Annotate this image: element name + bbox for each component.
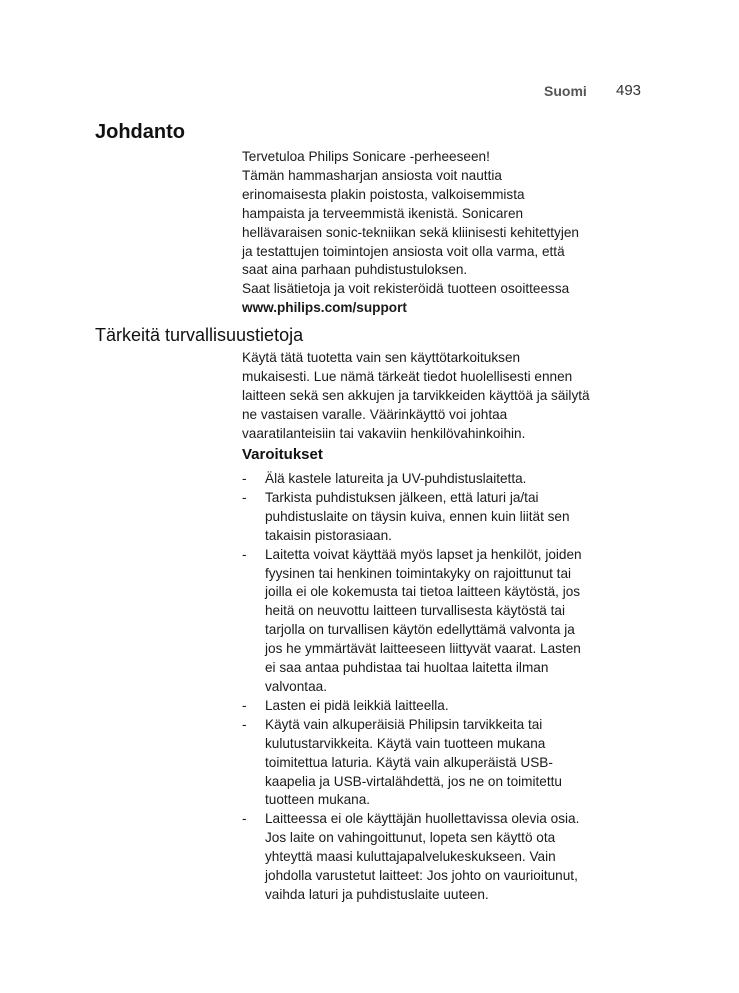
intro-line: saat aina parhaan puhdistustuloksen.: [242, 262, 468, 278]
header-language: Suomi: [544, 83, 587, 99]
intro-line: ja testattujen toimintojen ansiosta voit olla varma, että: [242, 243, 565, 259]
warning-item: [242, 546, 652, 697]
warning-line: Käytä vain alkuperäisiä Philipsin tarvikkeita tai: [265, 716, 543, 732]
warning-line: Jos laite on vahingoittunut, lopeta sen käyttö ota: [265, 830, 556, 846]
intro-line: erinomaisesta plakin poistosta, valkoisemmista: [242, 186, 525, 202]
support-link[interactable]: www.philips.com/support: [242, 300, 407, 316]
warning-line: Tarkista puhdistuksen jälkeen, että laturi ja/tai: [265, 489, 539, 505]
warning-line: toimitettua laturia. Käytä vain alkuperäistä USB-: [265, 754, 553, 770]
warning-line: joilla ei ole kokemusta tai tietoa laitteen käytöstä, jos: [265, 584, 581, 600]
warning-line: ei saa antaa puhdistaa tai huoltaa laitetta ilman: [265, 660, 549, 676]
safety-line: Käytä tätä tuotetta vain sen käyttötarkoituksen: [242, 350, 521, 365]
warning-line: puhdistuslaite on täysin kuiva, ennen kuin liität sen: [265, 508, 570, 524]
warning-line: jos he ymmärtävät laitteeseen liittyvät vaarat. Lasten: [265, 641, 581, 657]
intro-paragraph: [242, 148, 652, 318]
warning-line: Lasten ei pidä leikkiä laitteella.: [265, 697, 449, 713]
intro-line: Tervetuloa Philips Sonicare -perheeseen!: [242, 149, 490, 164]
warning-line: Laitteessa ei ole käyttäjän huollettavissa olevia osia.: [265, 811, 580, 827]
warning-item: [242, 470, 652, 489]
bullet-dash: -: [242, 471, 247, 486]
warning-line: tuotteen mukana.: [265, 792, 371, 808]
page-number: 493: [616, 82, 642, 99]
bullet-dash: -: [242, 489, 247, 505]
safety-paragraph: [242, 349, 652, 444]
intro-line: hellävaraisen sonic-tekniikan sekä kliinisesti kehitettyjen: [242, 224, 579, 240]
safety-line: vaaratilanteisiin tai vakaviin henkilövahinkoihin.: [242, 425, 526, 441]
warning-line: takaisin pistorasiaan.: [265, 527, 392, 543]
warning-item: [242, 716, 652, 811]
warning-line: vaihda laturi ja puhdistuslaite uuteen.: [265, 886, 489, 902]
warning-line: heitä on neuvottu laitteen turvallisesta käytöstä tai: [265, 603, 565, 619]
bullet-dash: -: [242, 716, 247, 732]
warning-item: [242, 697, 652, 716]
warning-line: tarjolla on turvallisen käytön edellyttämä valvonta ja: [265, 622, 575, 638]
warning-line: Laitetta voivat käyttää myös lapset ja henkilöt, joiden: [265, 546, 582, 562]
warning-line: fyysinen tai henkinen toimintakyky on rajoittunut tai: [265, 565, 572, 581]
warnings-list: [242, 470, 652, 905]
warning-item: [242, 810, 652, 905]
warnings-heading: Varoitukset: [242, 446, 323, 463]
safety-line: mukaisesti. Lue nämä tärkeät tiedot huolellisesti ennen: [242, 368, 573, 384]
warning-line: Älä kastele latureita ja UV-puhdistuslaitetta.: [265, 471, 527, 486]
intro-line: Saat lisätietoja ja voit rekisteröidä tuotteen osoitteessa: [242, 281, 570, 297]
bullet-dash: -: [242, 811, 247, 827]
intro-line: Tämän hammasharjan ansiosta voit nauttia: [242, 167, 502, 183]
safety-heading: Tärkeitä turvallisuustietoja: [95, 325, 304, 345]
bullet-dash: -: [242, 546, 247, 562]
bullet-dash: -: [242, 697, 247, 713]
warning-line: kulutustarvikkeita. Käytä vain tuotteen mukana: [265, 735, 546, 751]
warning-line: johdolla varustetut laitteet: Jos johto on vaurioitunut,: [265, 868, 578, 884]
warning-line: kaapelia ja USB-virtalähdettä, jos ne on toimitettu: [265, 773, 562, 789]
intro-heading: Johdanto: [95, 121, 185, 143]
warning-line: valvontaa.: [265, 678, 327, 694]
warning-line: yhteyttä maasi kuluttajapalvelukeskukseen. Vain: [265, 849, 556, 865]
safety-line: ne vastaisen varalle. Väärinkäyttö voi johtaa: [242, 406, 508, 422]
warning-item: [242, 489, 652, 546]
safety-line: laitteen sekä sen akkujen ja tarvikkeiden käyttöä ja säilytä: [242, 387, 590, 403]
intro-line: hampaista ja terveemmistä ikenistä. Sonicaren: [242, 205, 524, 221]
